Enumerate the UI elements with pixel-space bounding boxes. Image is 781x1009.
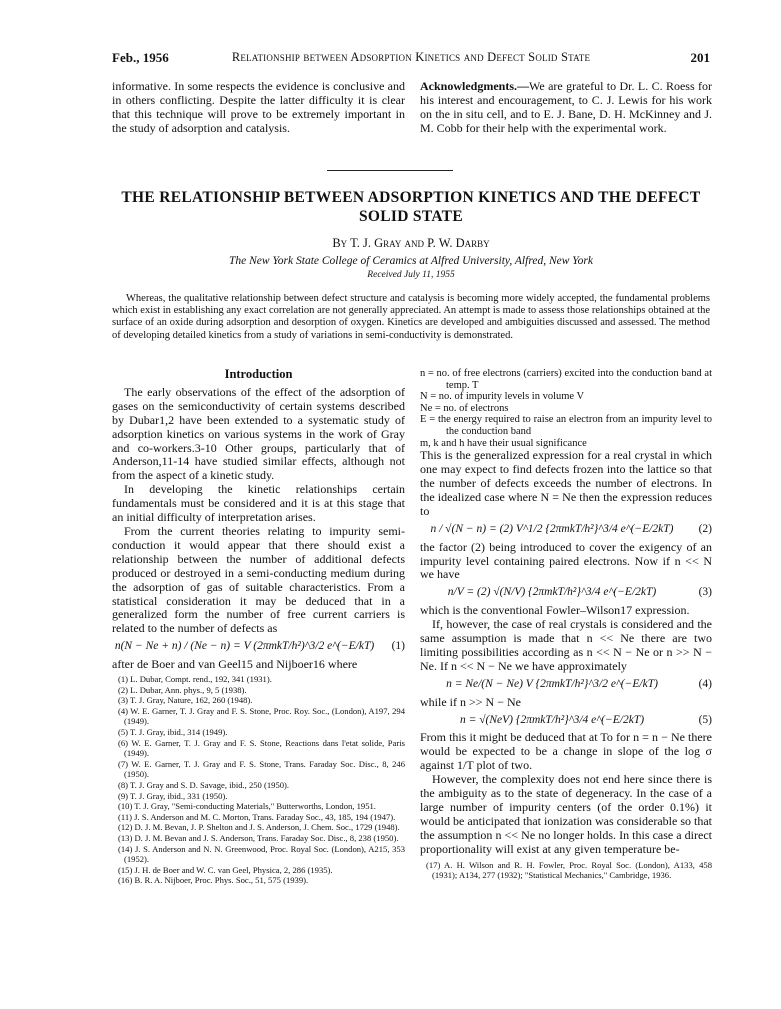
symbol-definition: E = the energy required to raise an electron from an impurity level to the conduction band (420, 414, 712, 437)
reference-list (112, 674, 405, 886)
reference-item: (5) T. J. Gray, ibid., 314 (1949). (118, 727, 228, 737)
equation-2-body: n / √(N − n) = (2) V^1/2 {2πmkT/h²}^3/4 e^(−E/2kT) (430, 522, 674, 535)
right-para-1: This is the generalized expression for a real crystal in which one may expect to find defects frozen into the lattice so that the number of defects exceeds the number of electrons. In the idealized case where N = Ne then the expression reduces to (420, 448, 712, 518)
equation-1-number: (1) (391, 640, 405, 653)
header-page-number: 201 (690, 50, 710, 65)
equation-5 (420, 714, 712, 728)
reference-item: (12) D. J. M. Bevan, J. P. Shelton and J. S. Anderson, J. Chem. Soc., 1729 (1948). (118, 822, 400, 833)
ack-label: Acknowledgments.— (420, 79, 530, 93)
equation-4-number: (4) (698, 677, 712, 690)
reference-item: (2) L. Dubar, Ann. phys., 9, 5 (1938). (118, 684, 247, 695)
intro-para-3: From the current theories relating to impurity semi-conduction it would appear that there should exist a relationship between the number of additional defects produced or destroyed in a semi-conducting medium during the adsorption of gas of suitable characteristics. From a statistical consideration it may be deduced that in a generalized form the number of free current carriers is related to the number of defects as (112, 523, 405, 636)
reference-item: (13) D. J. M. Bevan and J. S. Anderson, Trans. Faraday Soc. Disc., 8, 238 (1950). (118, 832, 399, 843)
equation-1-body: n(N − Ne + n) / (Ne − n) = V (2πmkT/h²)^3/2 e^(−E/kT) (114, 640, 375, 653)
reference-item: (6) W. E. Garner, T. J. Gray and F. S. Stone, Reactions dans l'etat solide, Paris (1949). (118, 737, 405, 759)
left-column (112, 368, 405, 886)
intro-para-1: The early observations of the effect of the adsorption of gases on the semiconductivity of certain systems described by Dubar1,2 have been extended to a systematic study of adsorption kinetics on various systems in the work of Gray and co-workers.3-10 Other groups, particularly that of Anderson,11-14 have studied similar effects, although not from the aspect of a kinetic study. (112, 384, 405, 483)
right-para-4: If, however, the case of real crystals is considered and the same assumption is made that n << Ne there are two limiting possibilities according as n << N − Ne or n >> N − Ne. If n << N − Ne we have approximately (420, 617, 712, 673)
reference-item: (9) T. J. Gray, ibid., 331 (1950). (118, 790, 228, 801)
equation-5-number: (5) (698, 713, 712, 726)
reference-item: (1) L. Dubar, Compt. rend., 192, 341 (1931). (118, 674, 272, 685)
header-date: Feb., 1956 (112, 50, 169, 65)
after-eq1-text: after de Boer and van Geel15 and Nijboer16 where (112, 657, 358, 672)
right-para-6: From this it might be deduced that at To for n = n − Ne there would be expected to be a change in slope of the log σ against 1/T plot of two. (420, 730, 712, 773)
equation-2-number: (2) (698, 522, 712, 535)
article-affiliation: The New York State College of Ceramics at Alfred University, Alfred, New York (229, 255, 593, 267)
header-running-title: Relationship between Adsorption Kinetics and Defect Solid State (231, 50, 591, 64)
symbol-definition: n = no. of free electrons (carriers) excited into the conduction band at temp. T (420, 368, 712, 391)
reference-item: (7) W. E. Garner, T. J. Gray and F. S. Stone, Trans. Faraday Soc. Disc., 8, 246 (1950). (118, 758, 405, 780)
separator-rule (327, 170, 453, 171)
prev-article-text: informative. In some respects the evidence is conclusive and in others conflicting. Despite the latter difficulty it is clear that this technique will prove to be extremely important in the study of adsorption and catalysis. (112, 79, 405, 135)
symbol-definition: N = no. of impurity levels in volume V (420, 391, 585, 403)
reference-item: (14) J. S. Anderson and N. N. Greenwood, Proc. Royal Soc. (London), A215, 353 (1952). (118, 843, 405, 865)
reference-item: (3) T. J. Gray, Nature, 162, 260 (1948). (118, 695, 253, 706)
reference-item: (10) T. J. Gray, "Semi-conducting Materials," Butterworths, London, 1951. (118, 801, 376, 812)
footnote (420, 860, 712, 881)
section-heading: Introduction (224, 367, 293, 381)
reference-item: (15) J. H. de Boer and W. C. van Geel, Physica, 2, 286 (1935). (118, 864, 333, 875)
equation-5-body: n = √(NeV) {2πmkT/h²}^3/4 e^(−E/2kT) (459, 713, 645, 726)
equation-4-body: n = Ne/(N − Ne) V {2πmkT/h²}^3/2 e^(−E/kT) (446, 677, 658, 690)
article-authors: By T. J. Gray and P. W. Darby (332, 236, 490, 250)
article-title: THE RELATIONSHIP BETWEEN ADSORPTION KINETICS AND THE DEFECT SOLID STATE (121, 189, 701, 225)
equation-1 (112, 640, 405, 654)
symbol-definitions (420, 368, 712, 449)
equation-4 (420, 678, 712, 692)
equation-3-number: (3) (698, 586, 712, 599)
symbol-definition: Ne = no. of electrons (420, 402, 509, 414)
received-date: Received July 11, 1955 (367, 270, 455, 280)
intro-para-2: In developing the kinetic relationships certain fundamentals must be considered and it is at this stage that an initial difficulty of interpretation arises. (112, 482, 405, 525)
reference-item: (16) B. R. A. Nijboer, Proc. Phys. Soc., 51, 575 (1939). (118, 875, 309, 886)
right-para-5: while if n >> N − Ne (420, 694, 521, 709)
equation-3 (420, 586, 712, 600)
ack-text: We are grateful to Dr. L. C. Roess for his interest and encouragement, to C. J. Lewis for his work on the in situ cell, and to E. J. Bane, D. H. McKinney and J. M. Cobb for their help with the experimental work. (420, 79, 712, 135)
right-para-3: which is the conventional Fowler–Wilson17 expression. (420, 603, 690, 618)
right-column (420, 368, 712, 881)
reference-item: (4) W. E. Garner, T. J. Gray and F. S. Stone, Proc. Roy. Soc., (London), A197, 294 (1949). (118, 705, 405, 727)
prev-article-left (112, 80, 405, 136)
reference-item: (11) J. S. Anderson and M. C. Morton, Trans. Faraday Soc., 43, 185, 194 (1947). (118, 811, 396, 822)
equation-2 (420, 523, 712, 537)
prev-article-right (420, 80, 712, 136)
right-para-7: However, the complexity does not end here since there is the ambiguity as to the state of degeneracy. In the case of a large number of impurity centers (of the order 0.1%) it would be anticipated that ionization was considerable so that the assumption n << Ne no longer holds. In this case a direct proportionality will exist at any given temperature be- (420, 772, 712, 856)
abstract: Whereas, the qualitative relationship between defect structure and catalysis is becoming more widely accepted, the fundamental problems which exist in establishing any exact correlation are not generally appreciated. An attempt is made to assess those relationships obtained at the surface of an oxide during adsorption and desorption of oxygen. Kinetics are developed and ambiguities discussed and assessed. The method of developing detailed kinetics from a study of variations in semi-conductivity is demonstrated. (112, 293, 710, 341)
footnote-17: (17) A. H. Wilson and R. H. Fowler, Proc. Royal Soc. (London), A133, 458 (1931); A134, 277 (1932); "Statistical Mechanics," Cambridge, 1936. (426, 859, 712, 881)
reference-item: (8) T. J. Gray and S. D. Savage, ibid., 250 (1950). (118, 779, 290, 790)
symbol-definition: m, k and h have their usual significance (420, 437, 587, 449)
equation-3-body: n/V = (2) √(N/V) {2πmkT/h²}^3/4 e^(−E/2kT) (447, 586, 657, 599)
right-para-2: the factor (2) being introduced to cover the exigency of an impurity level containing paired electrons. Now if n << N we have (420, 539, 712, 582)
